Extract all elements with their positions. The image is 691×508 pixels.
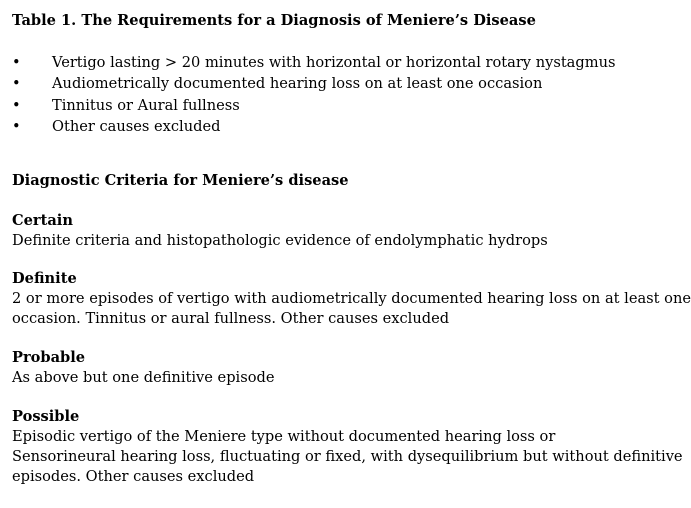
criteria-body <box>12 231 682 251</box>
criteria-line: Episodic vertigo of the Meniere type without documented hearing loss or <box>12 428 556 445</box>
requirement-text: Vertigo lasting > 20 minutes with horizontal or horizontal rotary nystagmus <box>52 54 616 71</box>
criteria-definite <box>12 269 691 329</box>
criteria-possible <box>12 407 682 487</box>
criteria-probable <box>12 348 682 388</box>
criteria-body <box>12 289 691 329</box>
criteria-line: 2 or more episodes of vertigo with audiometrically documented hearing loss on at least one <box>12 290 691 307</box>
bullet-icon: • <box>12 75 21 93</box>
criteria-body <box>12 368 682 388</box>
criteria-body <box>12 427 682 487</box>
criteria-line: occasion. Tinnitus or aural fullness. Other causes excluded <box>12 310 450 327</box>
criteria-title: Probable <box>12 349 86 366</box>
criteria-title: Certain <box>12 212 73 229</box>
bullet-icon: • <box>12 54 21 71</box>
requirement-text: Other causes excluded <box>52 117 221 135</box>
requirement-text: Tinnitus or Aural fullness <box>52 96 240 114</box>
criteria-line: Definite criteria and histopathologic evidence of endolymphatic hydrops <box>12 232 548 249</box>
criteria-line: As above but one definitive episode <box>12 369 275 386</box>
bullet-icon: • <box>12 96 21 114</box>
criteria-line: episodes. Other causes excluded <box>12 468 255 485</box>
bullet-icon: • <box>12 117 21 135</box>
criteria-certain <box>12 211 682 251</box>
requirement-text: Audiometrically documented hearing loss on at least one occasion <box>52 75 543 93</box>
criteria-title: Definite <box>12 270 77 287</box>
criteria-line: Sensorineural hearing loss, fluctuating or fixed, with dysequilibrium but without definitive <box>12 448 683 465</box>
criteria-title: Possible <box>12 408 80 425</box>
table-title: Table 1. The Requirements for a Diagnosis of Meniere’s Disease <box>12 12 536 29</box>
criteria-heading: Diagnostic Criteria for Meniere’s disease <box>12 172 349 189</box>
